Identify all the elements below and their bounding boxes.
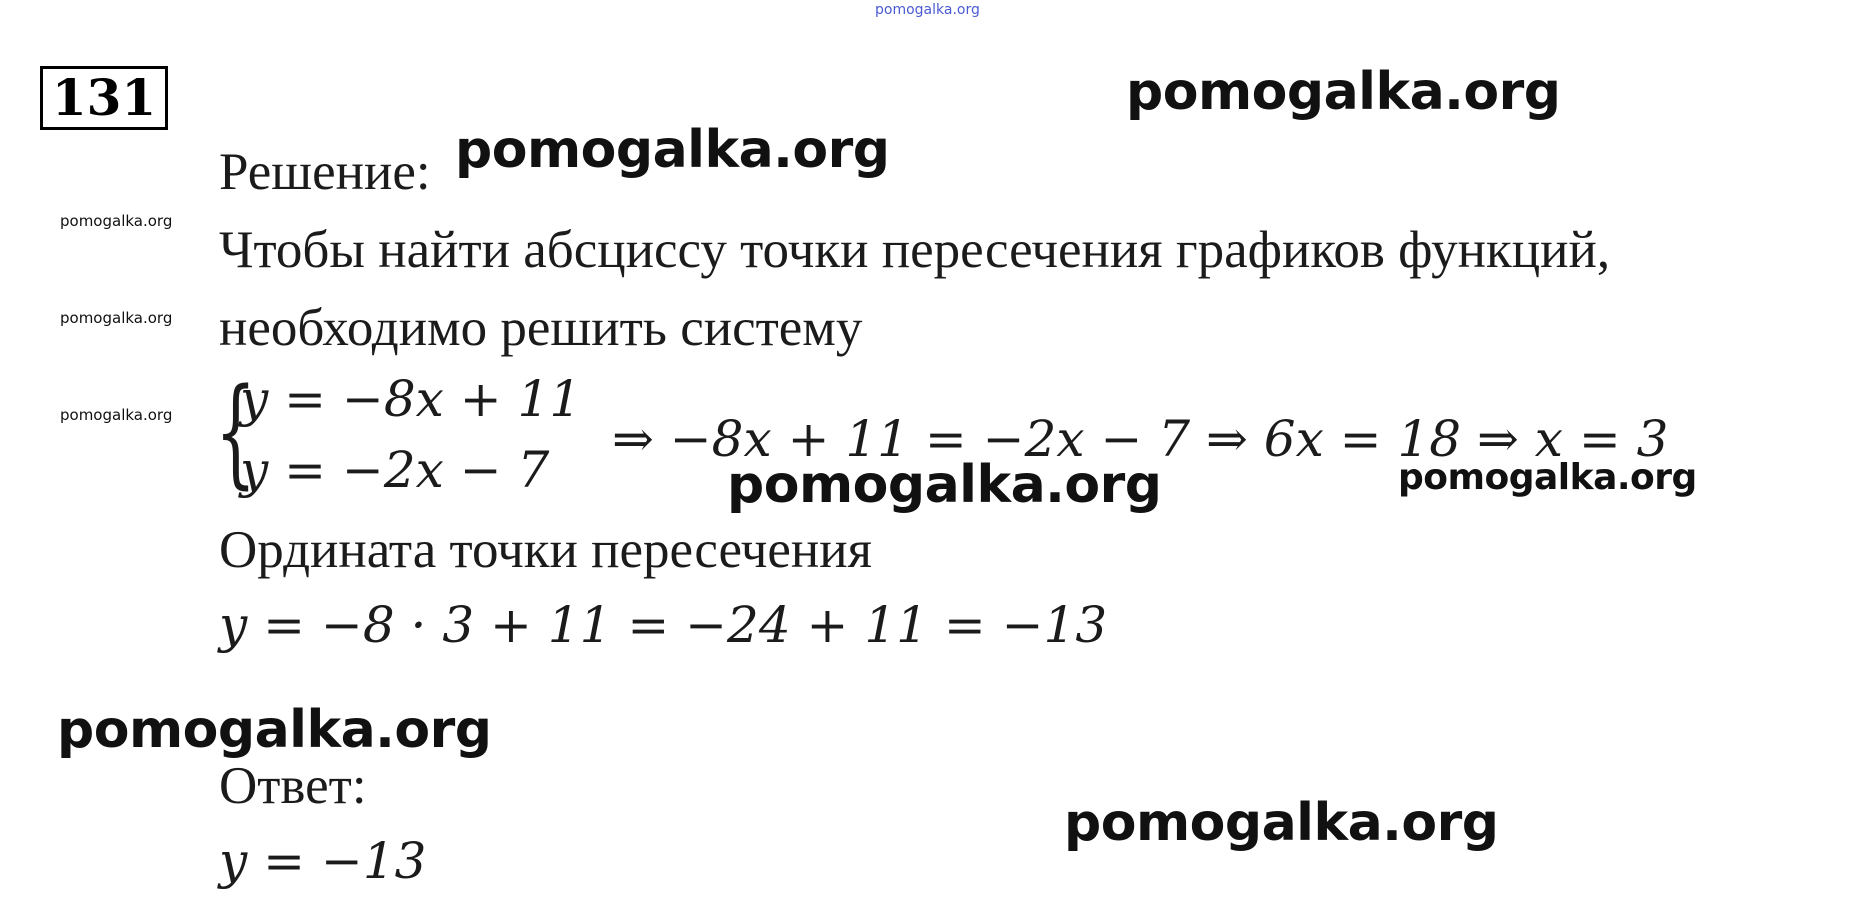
watermark-medium: pomogalka.org: [1398, 457, 1697, 498]
answer-label: Ответ:: [219, 757, 367, 815]
solution-heading: Решение:: [219, 143, 431, 201]
top-watermark: pomogalka.org: [875, 2, 980, 18]
ordinate-calculation: y = −8 · 3 + 11 = −24 + 11 = −13: [219, 596, 1108, 654]
intro-line-1: Чтобы найти абсциссу точки пересечения графиков функций,: [219, 221, 1611, 279]
problem-number: 131: [40, 66, 168, 130]
watermark-small: pomogalka.org: [60, 309, 173, 327]
watermark-large: pomogalka.org: [455, 120, 890, 180]
watermark-large: pomogalka.org: [1064, 793, 1499, 853]
watermark-small: pomogalka.org: [60, 212, 173, 230]
system-result: ⇒ −8x + 11 = −2x − 7 ⇒ 6x = 18 ⇒ x = 3: [612, 410, 1669, 468]
ordinate-label: Ордината точки пересечения: [219, 521, 873, 579]
watermark-large: pomogalka.org: [57, 700, 492, 760]
intro-line-2: необходимо решить систему: [219, 299, 863, 357]
watermark-small: pomogalka.org: [60, 406, 173, 424]
system-equation-2: y = −2x − 7: [240, 441, 550, 499]
system-equation-1: y = −8x + 11: [240, 370, 582, 428]
answer-value: y = −13: [219, 832, 427, 890]
system-brace: {: [215, 362, 257, 500]
watermark-large: pomogalka.org: [1126, 62, 1561, 122]
watermark-large: pomogalka.org: [727, 455, 1162, 515]
